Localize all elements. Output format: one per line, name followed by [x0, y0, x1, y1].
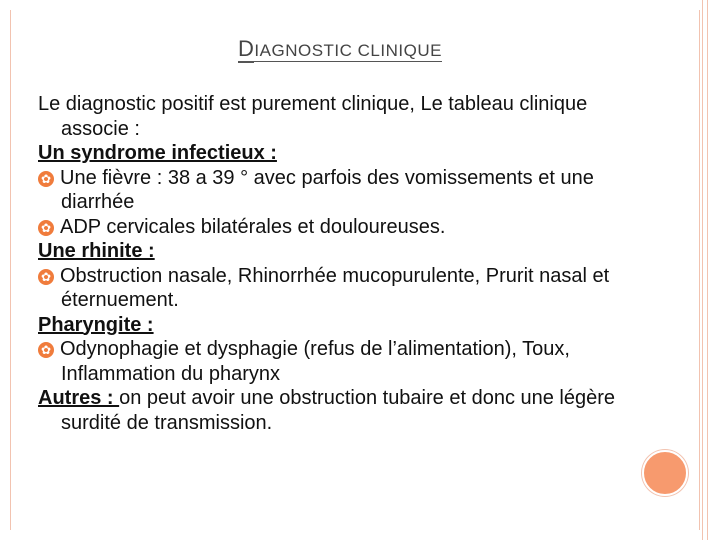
page-title: DIAGNOSTIC CLINIQUE [238, 36, 442, 61]
section-heading: Un syndrome infectieux : [38, 142, 277, 164]
list-item: ✿ Odynophagie et dysphagie (refus de l’alimentation), Toux, Inflammation du pharynx [38, 337, 638, 386]
star-bullet-icon: ✿ [38, 342, 54, 358]
section-heading: Une rhinite : [38, 240, 155, 262]
list-item: ✿ ADP cervicales bilatérales et douloureuses. [38, 215, 638, 240]
star-bullet-icon: ✿ [38, 220, 54, 236]
star-bullet-icon: ✿ [38, 269, 54, 285]
star-bullet-icon: ✿ [38, 171, 54, 187]
slide-right-border [702, 0, 708, 540]
autres-text: Autres : on peut avoir une obstruction tubaire et donc une légère surdité de transmission. [38, 387, 616, 434]
intro-text: Le diagnostic positif est purement clinique, Le tableau clinique associe : [38, 93, 588, 140]
decorative-circle [642, 450, 688, 496]
list-item: ✿ Obstruction nasale, Rhinorrhée mucopurulente, Prurit nasal et éternuement. [38, 264, 638, 313]
section-heading: Pharyngite : [38, 313, 154, 336]
autres-label: Autres : [38, 387, 120, 409]
slide-content [38, 92, 638, 435]
list-item: ✿ Une fièvre : 38 a 39 ° avec parfois des vomissements et une diarrhée [38, 166, 638, 215]
